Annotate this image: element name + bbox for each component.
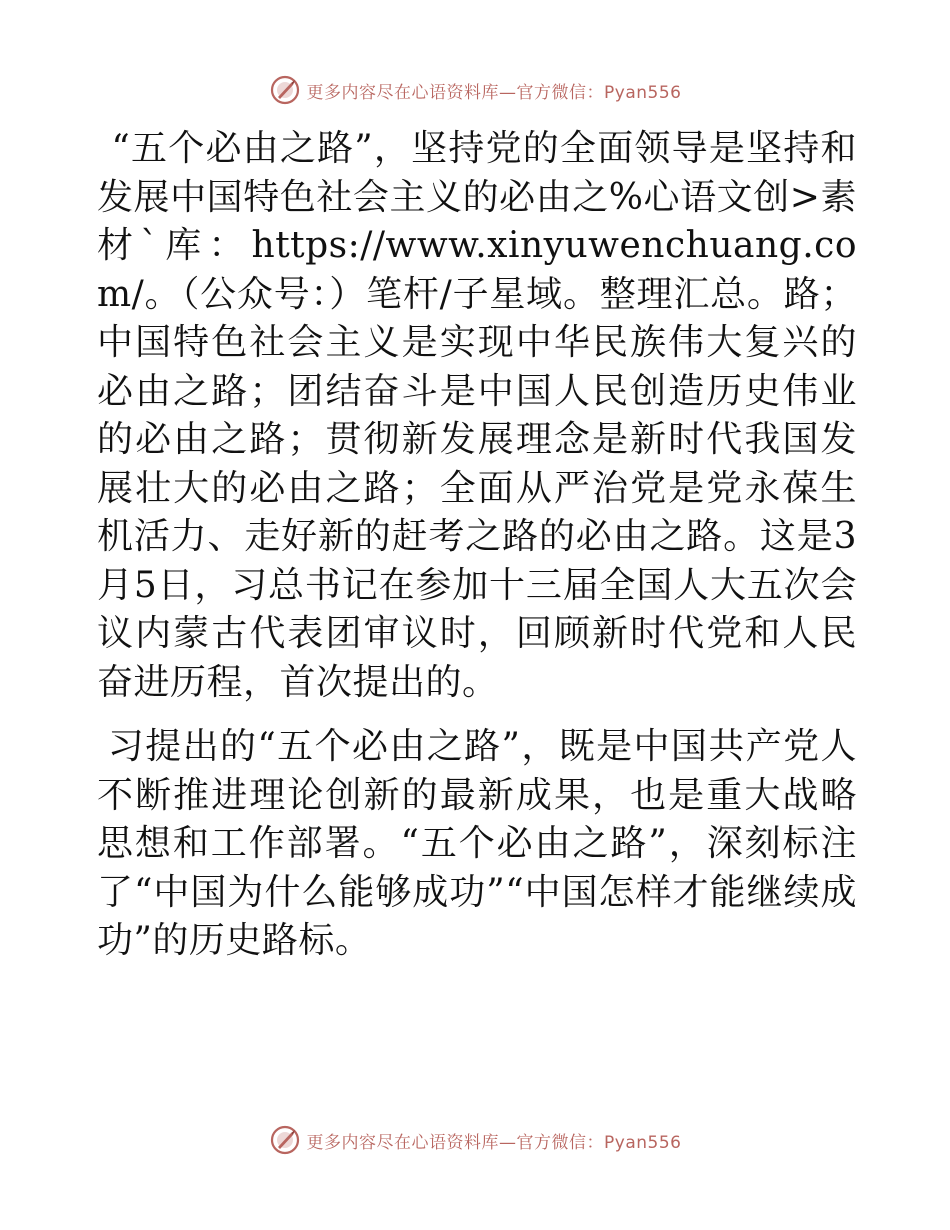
footer-watermark [0, 1122, 950, 1158]
watermark-text: 更多内容尽在心语资料库—官方微信：Pyan556 [306, 1132, 682, 1153]
quill-seal-icon [269, 74, 301, 106]
header-watermark [0, 72, 950, 108]
quill-seal-icon [269, 1124, 301, 1156]
watermark-text: 更多内容尽在心语资料库—官方微信：Pyan556 [306, 82, 682, 103]
paragraph-1: “五个必由之路”，坚持党的全面领导是坚持和发展中国特色社会主义的必由之%心语文创>素材`库：https://www.xinyuwenchuang.com/。（公众号：）笔杆/子星域。整理汇总。路；中国特色社会主义是实现中华民族伟大复兴的必由之路；团结奋斗是中国人民创造历史伟业的必由之路；贯彻新发展理念是新时代我国发展壮大的必由之路；全面从严治党是党永葆生机活力、走好新的赶考之路的必由之路。这是3月5日，习总书记在参加十三届全国人大五次会议内蒙古代表团审议时，回顾新时代党和人民奋进历程，首次提出的。 [97, 128, 857, 703]
paragraph-2: 习提出的“五个必由之路”，既是中国共产党人不断推进理论创新的最新成果，也是重大战略思想和工作部署。“五个必由之路”，深刻标注了“中国为什么能够成功”“中国怎样才能继续成功”的历史路标。 [97, 726, 857, 961]
document-body [97, 125, 857, 966]
